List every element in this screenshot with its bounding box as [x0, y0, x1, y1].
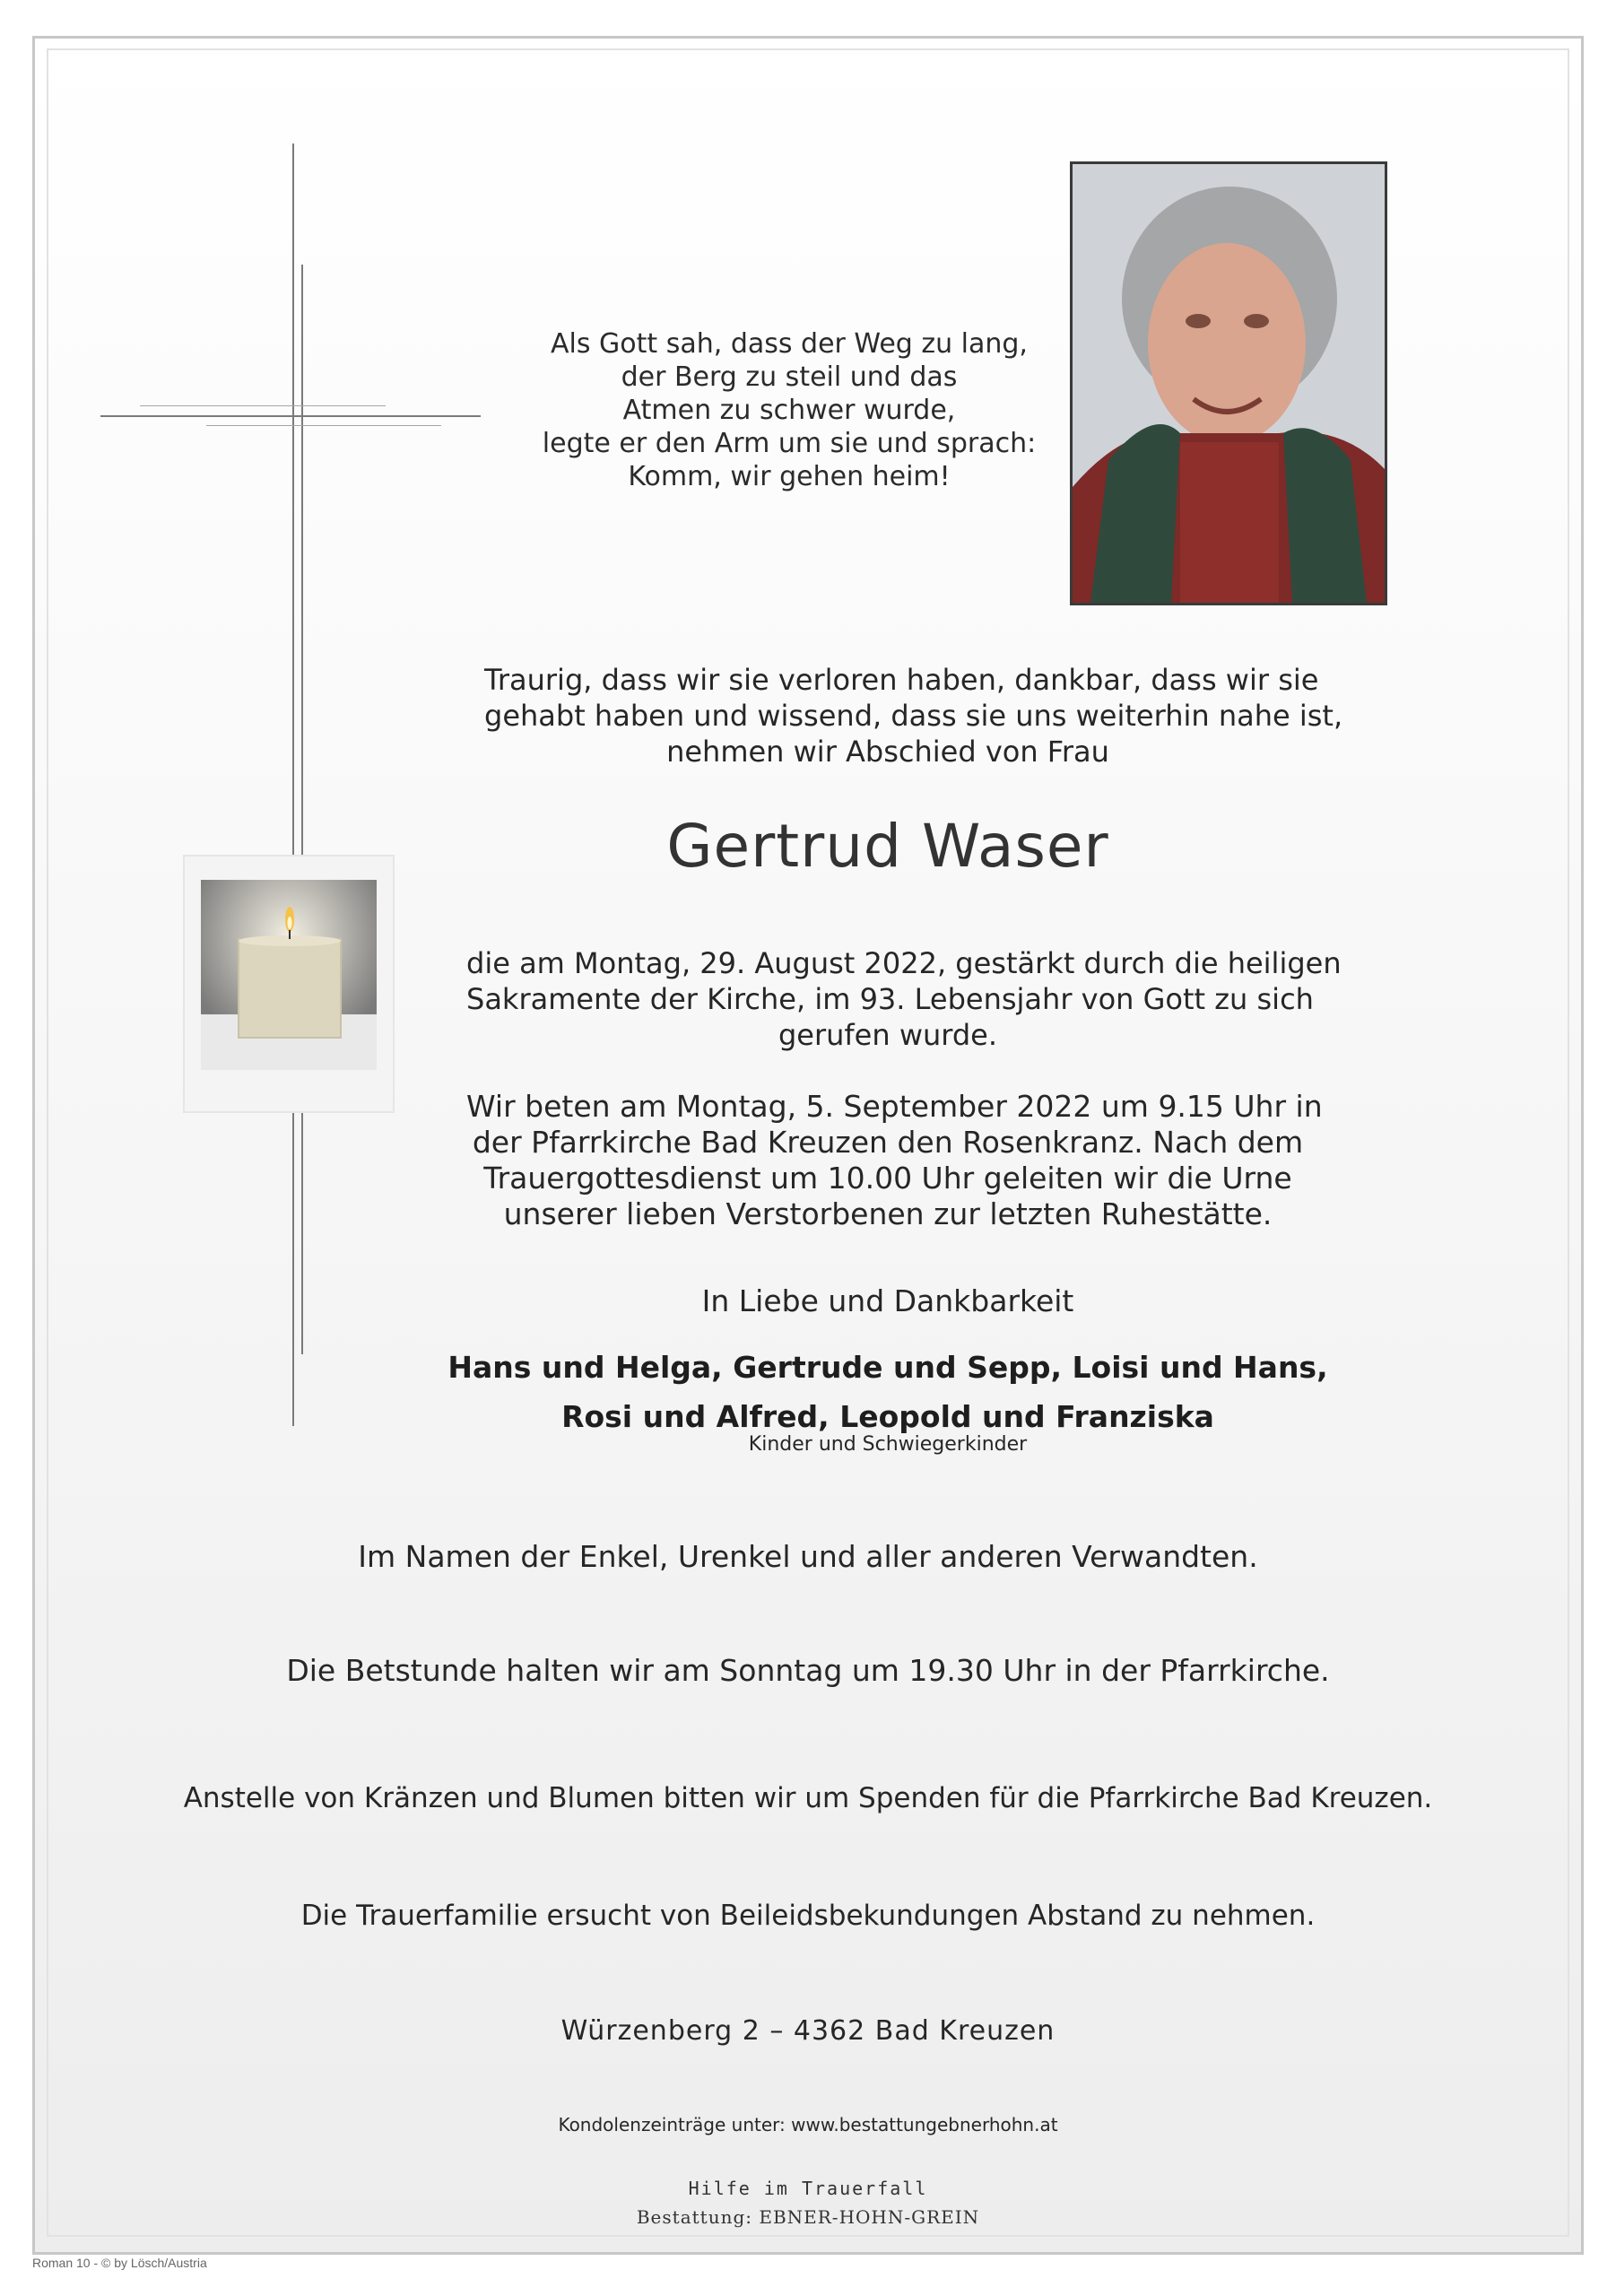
deceased-name: Gertrud Waser [666, 812, 1109, 881]
family-block [430, 1343, 1345, 1441]
ceremony-line: der Pfarrkirche Bad Kreuzen den Rosenkranz. Nach dem [472, 1125, 1304, 1160]
condolence-request-line: Die Trauerfamilie ersucht von Beileidsbekundungen Abstand zu nehmen. [300, 1900, 1316, 1932]
quote-line: Atmen zu schwer wurde, [622, 395, 956, 426]
ceremony-line: Wir beten am Montag, 5. September 2022 um 9.15 Uhr in [466, 1089, 1323, 1124]
death-notice-line: Sakramente der Kirche, im 93. Lebensjahr von Gott zu sich [466, 982, 1314, 1016]
undertaker-line: Bestattung: EBNER-HOHN-GREIN [636, 2206, 980, 2228]
quote-line: der Berg zu steil und das [621, 361, 958, 393]
template-credit: Roman 10 - © by Lösch/Austria [32, 2256, 207, 2270]
donations-line: Anstelle von Kränzen und Blumen bitten wir um Spenden für die Pfarrkirche Bad Kreuzen. [183, 1782, 1433, 1814]
quote-line: legte er den Arm um sie und sprach: [542, 428, 1037, 459]
ceremony-line: Trauergottesdienst um 10.00 Uhr geleiten wir die Urne [483, 1161, 1292, 1196]
death-notice-line: gerufen wurde. [778, 1018, 998, 1052]
quote-line: Als Gott sah, dass der Weg zu lang, [551, 328, 1028, 360]
address-line: Würzenberg 2 – 4362 Bad Kreuzen [560, 2015, 1056, 2047]
relatives-line: Im Namen der Enkel, Urenkel und aller anderen Verwandten. [358, 1539, 1258, 1574]
quote-block [520, 327, 1058, 493]
help-line: Hilfe im Trauerfall [688, 2178, 928, 2199]
candle-image-frame [183, 855, 395, 1113]
quote-line: Komm, wir gehen heim! [628, 461, 951, 492]
family-line: Hans und Helga, Gertrude und Sepp, Loisi und Hans, [447, 1350, 1328, 1385]
in-love-line: In Liebe und Dankbarkeit [701, 1283, 1074, 1318]
intro-line: Traurig, dass wir sie verloren haben, dankbar, dass wir sie [484, 663, 1319, 697]
family-note: Kinder und Schwiegerkinder [748, 1433, 1028, 1456]
intro-line: nehmen wir Abschied von Frau [666, 735, 1109, 769]
ceremony-line: unserer lieben Verstorbenen zur letzten Ruhestätte. [503, 1196, 1273, 1231]
candle-image [201, 880, 377, 1070]
death-notice-line: die am Montag, 29. August 2022, gestärkt durch die heiligen [466, 946, 1342, 980]
portrait-photo [1070, 161, 1387, 605]
intro-block [484, 662, 1343, 770]
condolence-link[interactable]: Kondolenzeinträge unter: www.bestattungebnerhohn.at [558, 2114, 1058, 2135]
death-notice [466, 945, 1342, 1053]
prayer-hour-line: Die Betstunde halten wir am Sonntag um 19.30 Uhr in der Pfarrkirche. [286, 1653, 1330, 1688]
intro-line: gehabt haben und wissend, dass sie uns weiterhin nahe ist, [484, 699, 1343, 733]
family-line: Rosi und Alfred, Leopold und Franziska [561, 1399, 1214, 1434]
ceremony-block [466, 1089, 1323, 1232]
